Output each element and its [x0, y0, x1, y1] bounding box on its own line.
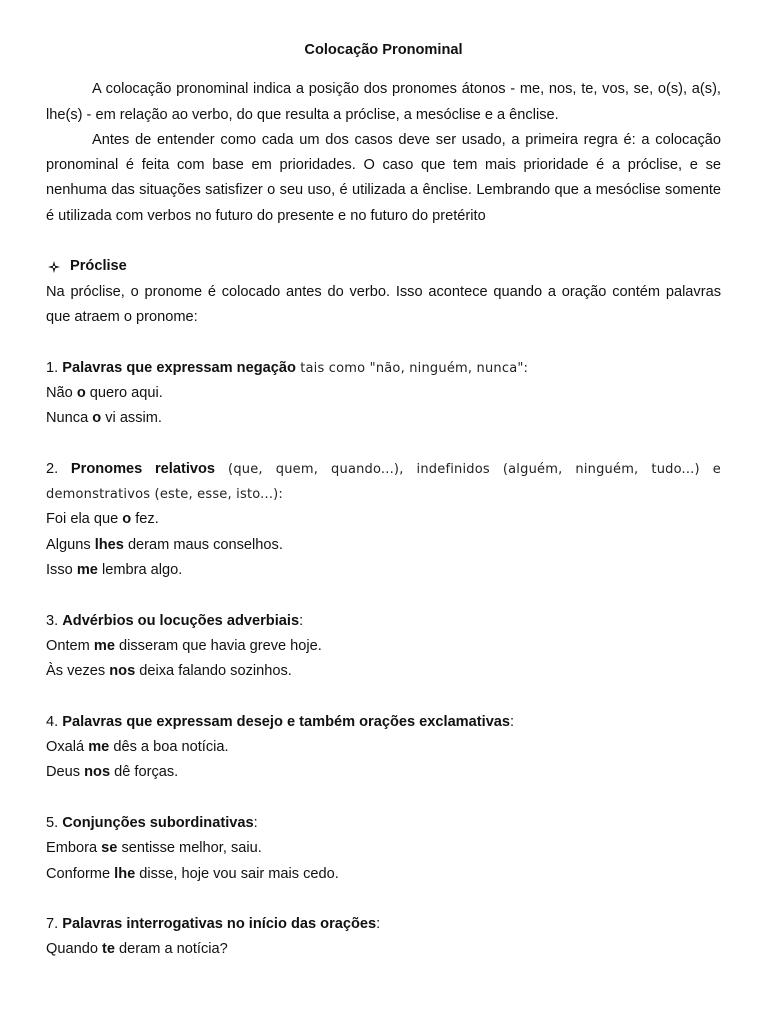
example-pronoun: o	[76, 384, 86, 401]
rule-title: Palavras que expressam negação	[62, 359, 296, 376]
example-text: vi assim.	[101, 410, 162, 427]
example-sentence	[46, 735, 721, 760]
document-page	[46, 38, 721, 963]
spacer	[46, 431, 721, 456]
rule-number: 7.	[46, 916, 59, 933]
rule-detail: :	[376, 916, 381, 933]
example-text: Deus	[46, 764, 85, 781]
example-text: Isso	[46, 561, 77, 578]
spacer	[46, 786, 721, 811]
example-text: quero aqui.	[85, 384, 163, 401]
rule-title: Pronomes relativos	[70, 460, 216, 477]
example-sentence	[46, 634, 721, 659]
example-sentence	[46, 507, 721, 532]
example-text: Ontem	[46, 637, 94, 654]
section-description: Na próclise, o pronome é colocado antes do verbo. Isso acontece quando a oração contém palavras que atraem o pronome:	[46, 283, 721, 325]
example-text: disse, hoje vou sair mais cedo.	[135, 865, 339, 882]
example-pronoun: nos	[84, 764, 111, 781]
example-text: deram a notícia?	[114, 941, 228, 958]
example-sentence	[46, 558, 721, 583]
intro-paragraph-2: Antes de entender como cada um dos casos deve ser usado, a primeira regra é: a colocação pronominal é feita com base em prioridades. O caso que tem mais prioridade é a próclise, e se nenhuma das situações satisfizer o seu uso, é utilizada a ênclise. Lembrando que a mesóclise somente é utilizada com verbos no futuro do presente e no futuro do pretérito	[46, 131, 721, 224]
diamond-bullet-icon	[48, 261, 60, 273]
rule-number: 3.	[46, 612, 59, 629]
example-text: deram maus conselhos.	[123, 536, 283, 553]
rule-title: Palavras que expressam desejo e também orações exclamativas	[62, 713, 511, 730]
section-heading	[46, 254, 721, 279]
spacer	[46, 887, 721, 912]
example-text: disseram que havia greve hoje.	[114, 637, 322, 654]
rule-detail: :	[253, 814, 258, 831]
rule-title: Palavras interrogativas no início das orações	[62, 916, 377, 933]
rule-title: Conjunções subordinativas	[62, 814, 254, 831]
example-sentence	[46, 760, 721, 785]
rule-detail: :	[510, 713, 515, 730]
example-pronoun: se	[101, 840, 118, 857]
example-sentence	[46, 659, 721, 684]
rule-item-2	[46, 457, 721, 508]
intro-paragraph-1: A colocação pronominal indica a posição dos pronomes átonos - me, nos, te, vos, se, o(s), a(s), lhe(s) - em relação ao verbo, do que resulta a próclise, a mesóclise e a ênclise.	[46, 81, 721, 123]
rule-detail: tais como "não, ninguém, nunca":	[295, 360, 529, 376]
rule-number: 4.	[46, 713, 59, 730]
example-text: Não	[46, 384, 77, 401]
spacer	[46, 330, 721, 355]
example-text: Alguns	[46, 536, 95, 553]
rule-number: 1.	[46, 359, 59, 376]
rule-detail: :	[299, 612, 304, 629]
example-text: deixa falando sozinhos.	[135, 663, 292, 680]
example-pronoun: te	[102, 941, 115, 958]
spacer	[46, 583, 721, 608]
example-text: dês a boa notícia.	[109, 739, 229, 756]
rule-number: 2.	[46, 460, 59, 477]
example-text: lembra algo.	[97, 561, 183, 578]
example-pronoun: lhes	[94, 536, 124, 553]
rule-title: Advérbios ou locuções adverbiais	[62, 612, 300, 629]
rule-item-4	[46, 710, 721, 735]
example-text: Quando	[46, 941, 102, 958]
spacer	[46, 229, 721, 254]
example-pronoun: me	[88, 739, 110, 756]
example-sentence	[46, 381, 721, 406]
example-text: sentisse melhor, saiu.	[117, 840, 262, 857]
example-pronoun: me	[93, 637, 115, 654]
rule-item-3	[46, 609, 721, 634]
example-sentence	[46, 406, 721, 431]
example-text: Conforme	[46, 865, 115, 882]
rule-number: 5.	[46, 814, 59, 831]
rule-item-7	[46, 912, 721, 937]
example-sentence	[46, 862, 721, 887]
example-text: Embora	[46, 840, 102, 857]
example-pronoun: lhe	[114, 865, 136, 882]
rule-detail: (que, quem, quando...), indefinidos (alguém, ninguém, tudo...) e demonstrativos (este, esse, isto...):	[46, 461, 721, 503]
rule-item-5	[46, 811, 721, 836]
example-text: dê forças.	[110, 764, 179, 781]
example-pronoun: me	[76, 561, 98, 578]
example-text: Às vezes	[46, 663, 110, 680]
example-text: Foi ela que	[46, 511, 123, 528]
document-title: Colocação Pronominal	[304, 42, 463, 58]
example-text: Oxalá	[46, 739, 89, 756]
example-pronoun: o	[122, 511, 132, 528]
example-pronoun: o	[92, 410, 102, 427]
example-sentence	[46, 836, 721, 861]
example-sentence	[46, 533, 721, 558]
example-text: Nunca	[46, 410, 93, 427]
example-pronoun: nos	[109, 663, 136, 680]
example-text: fez.	[131, 511, 159, 528]
example-sentence	[46, 937, 721, 962]
section-heading-text: Próclise	[70, 258, 127, 275]
spacer	[46, 684, 721, 709]
rule-item-1	[46, 356, 721, 381]
